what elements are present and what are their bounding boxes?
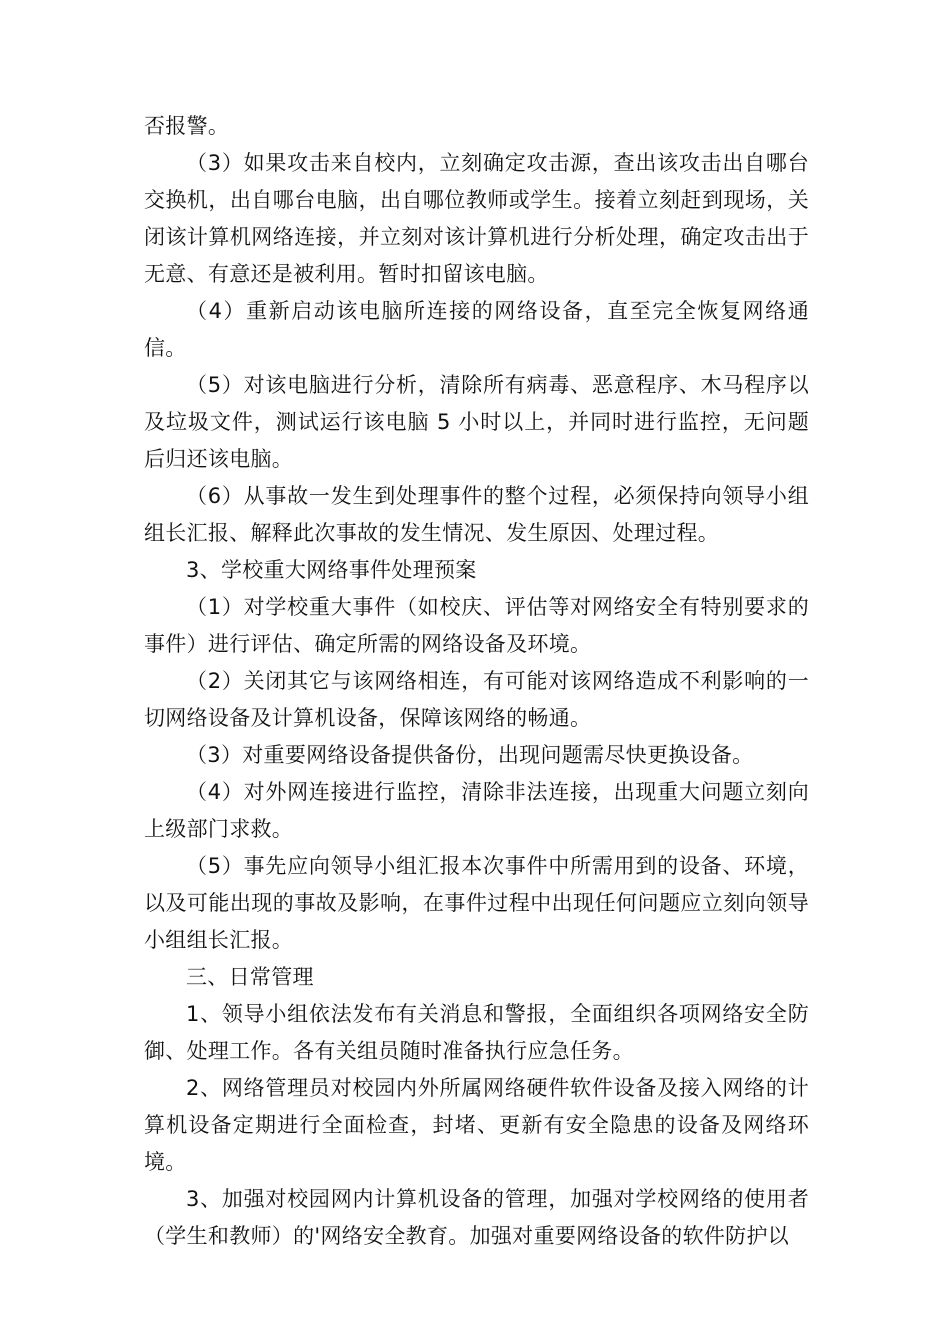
paragraph-item-5-report-in-advance: （5）事先应向领导小组汇报本次事件中所需用到的设备、环境，以及可能出现的事故及影响，在事件过程中出现任何问题应立刻向领导小组组长汇报。 xyxy=(144,854,809,952)
paragraph-item-1-evaluate-event: （1）对学校重大事件（如校庆、评估等对网络安全有特别要求的事件）进行评估、确定所需的网络设备及环境。 xyxy=(144,595,809,656)
paragraph-daily-3-strengthen-management: 3、加强对校园网内计算机设备的管理，加强对学校网络的使用者（学生和教师）的'网络安全教育。加强对重要网络设备的软件防护以 xyxy=(144,1187,809,1248)
paragraph-item-3-campus-attack: （3）如果攻击来自校内，立刻确定攻击源，查出该攻击出自哪台交换机，出自哪台电脑，出自哪位教师或学生。接着立刻赶到现场，关闭该计算机网络连接，并立刻对该计算机进行分析处理，确定攻击出于无意、有意还是被利用。暂时扣留该电脑。 xyxy=(144,151,809,286)
paragraph-item-4-monitor-external: （4）对外网连接进行监控，清除非法连接，出现重大问题立刻向上级部门求救。 xyxy=(144,780,809,841)
paragraph-item-4-restart-devices: （4）重新启动该电脑所连接的网络设备，直至完全恢复网络通信。 xyxy=(144,299,809,360)
paragraph-daily-2-network-admin: 2、网络管理员对校园内外所属网络硬件软件设备及接入网络的计算机设备定期进行全面检查，封堵、更新有安全隐患的设备及网络环境。 xyxy=(144,1076,809,1174)
section-heading-daily-management: 三、日常管理 xyxy=(186,965,314,989)
paragraph-item-3-backup-devices: （3）对重要网络设备提供备份，出现问题需尽快更换设备。 xyxy=(186,743,754,767)
paragraph-item-2-close-other-networks: （2）关闭其它与该网络相连，有可能对该网络造成不利影响的一切网络设备及计算机设备，保障该网络的畅通。 xyxy=(144,669,809,730)
paragraph-continuation: 否报警。 xyxy=(144,114,230,138)
paragraph-item-5-analyze-computer: （5）对该电脑进行分析，清除所有病毒、恶意程序、木马程序以及垃圾文件，测试运行该电脑 5 小时以上，并同时进行监控，无问题后归还该电脑。 xyxy=(144,373,809,471)
document-body xyxy=(144,108,809,1255)
paragraph-daily-1-leadership: 1、领导小组依法发布有关消息和警报，全面组织各项网络安全防御、处理工作。各有关组员随时准备执行应急任务。 xyxy=(144,1002,809,1063)
section-heading-major-event-plan: 3、学校重大网络事件处理预案 xyxy=(186,558,477,582)
paragraph-item-6-report-process: （6）从事故一发生到处理事件的整个过程，必须保持向领导小组组长汇报、解释此次事故的发生情况、发生原因、处理过程。 xyxy=(144,484,809,545)
